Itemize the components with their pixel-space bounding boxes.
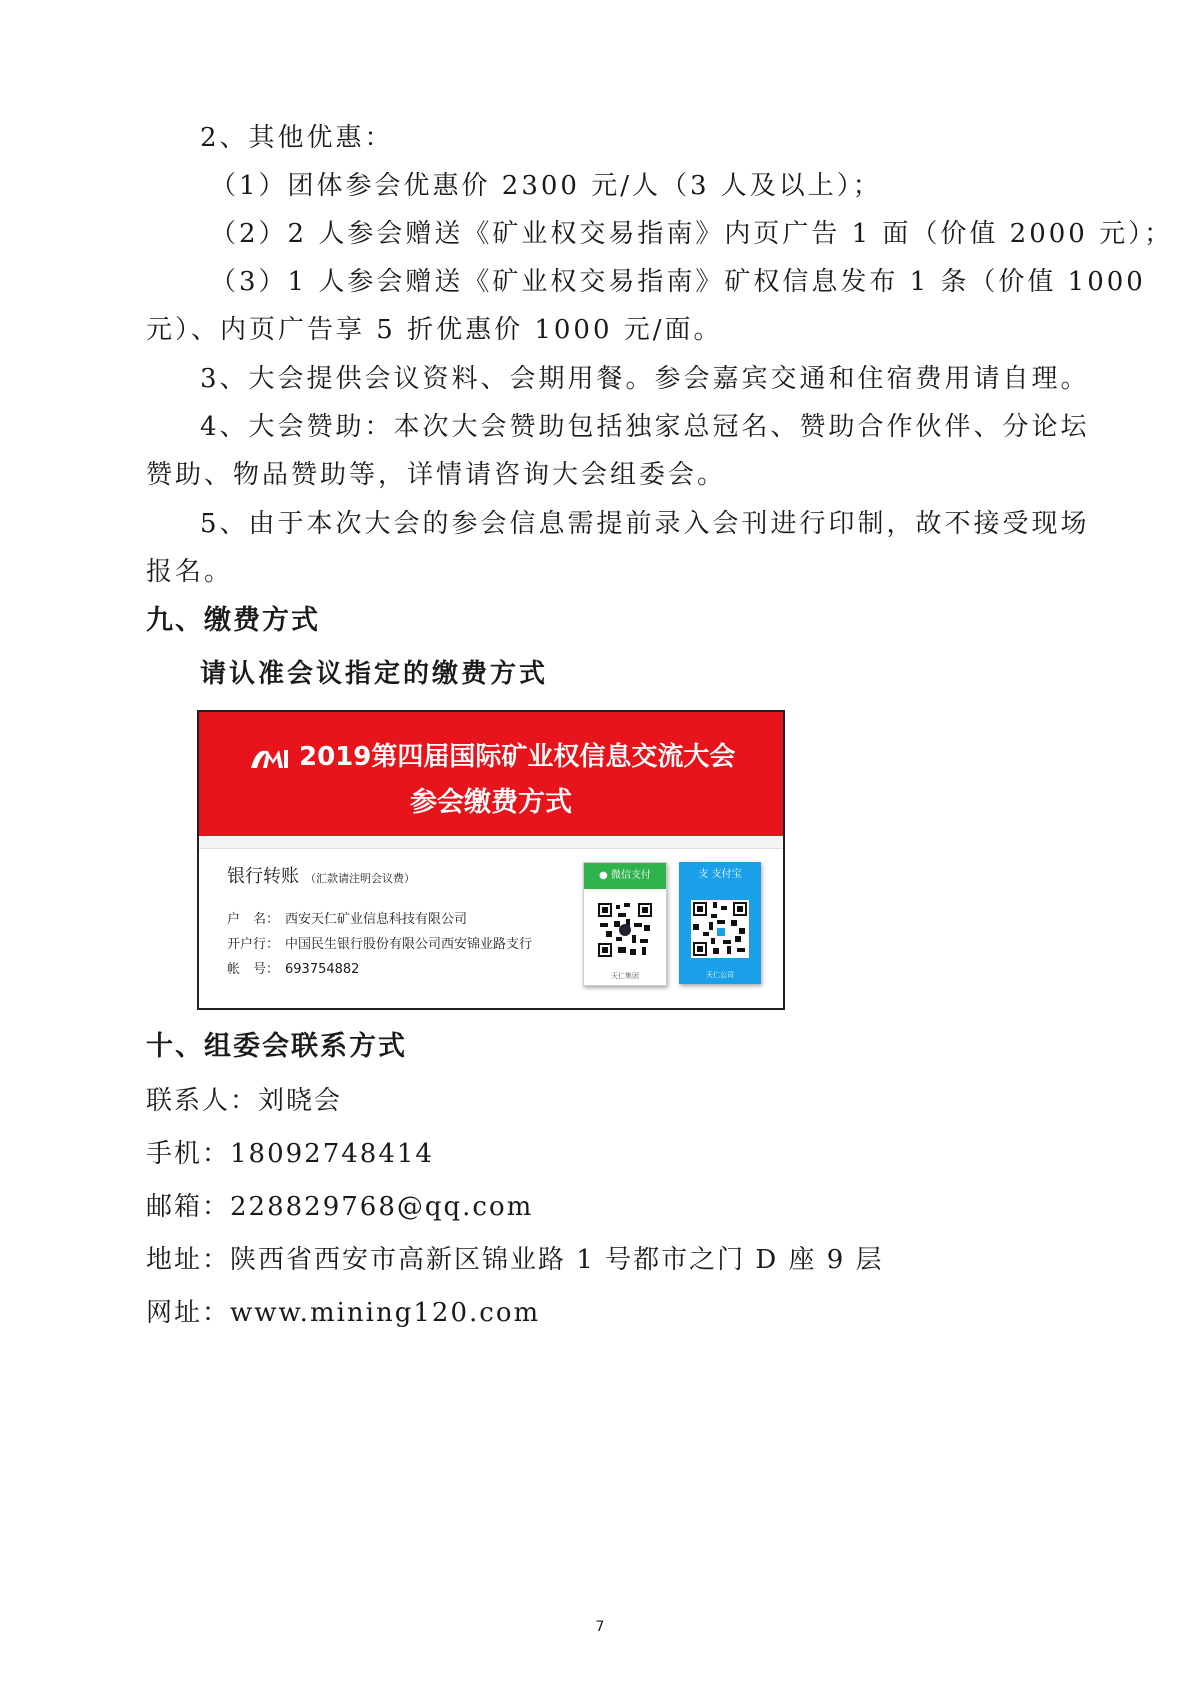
- bank-value: 中国民生银行股份有限公司西安锦业路支行: [285, 937, 533, 952]
- wechat-pay-label: ● 微信支付: [584, 863, 666, 889]
- alipay-label: 支 支付宝: [679, 862, 761, 888]
- section-subheading: 请认准会议指定的缴费方式: [200, 659, 549, 689]
- paragraph-line: 5、由于本次大会的参会信息需提前录入会刊进行印制，故不接受现场: [200, 509, 1090, 539]
- bank-label: 开户行：: [227, 937, 280, 952]
- payment-banner: [197, 710, 785, 1010]
- paragraph-line: 2、其他优惠：: [200, 123, 394, 153]
- contact-email[interactable]: 邮箱：228829768@qq.com: [146, 1192, 534, 1222]
- bank-transfer-title: [227, 862, 415, 888]
- paragraph-line: 4、大会赞助：本次大会赞助包括独家总冠名、赞助合作伙伴、分论坛: [200, 412, 1090, 442]
- account-number-value: 693754882: [285, 962, 360, 977]
- wechat-pay-card: [583, 862, 667, 986]
- section-heading: 十、组委会联系方式: [146, 1031, 407, 1062]
- alipay-card: [679, 862, 761, 984]
- paragraph-line: 3、大会提供会议资料、会期用餐。参会嘉宾交通和住宿费用请自理。: [200, 364, 1090, 394]
- page-number: 7: [595, 1619, 605, 1635]
- wechat-pay-caption: 天仁集团: [611, 972, 639, 980]
- wechat-icon: ●: [599, 870, 608, 881]
- contact-person: 联系人：刘晓会: [146, 1086, 343, 1116]
- account-number-row: [227, 958, 359, 977]
- wechat-qr-code-icon: [596, 901, 654, 959]
- paragraph-line: 赞助、物品赞助等，详情请咨询大会组委会。: [146, 460, 727, 490]
- section-heading: 九、缴费方式: [146, 605, 320, 636]
- bank-transfer-note: （汇款请注明会议费）: [305, 872, 415, 885]
- alipay-icon: 支: [698, 869, 709, 880]
- account-name-label: 户 名：: [227, 912, 280, 927]
- account-name-value: 西安天仁矿业信息科技有限公司: [285, 912, 468, 927]
- paragraph-line: （1）团体参会优惠价 2300 元/人（3 人及以上）；: [210, 171, 882, 201]
- bank-transfer-label: 银行转账: [227, 866, 299, 887]
- paragraph-line: （2）2 人参会赠送《矿业权交易指南》内页广告 1 面（价值 2000 元）；: [210, 219, 1174, 249]
- banner-title: 2019第四届国际矿业权信息交流大会: [299, 742, 736, 772]
- contact-phone: 手机：18092748414: [146, 1139, 434, 1169]
- paragraph-line: （3）1 人参会赠送《矿业权交易指南》矿权信息发布 1 条（价值 1000: [210, 267, 1146, 297]
- contact-address: 地址：陕西省西安市高新区锦业路 1 号都市之门 D 座 9 层: [146, 1245, 884, 1275]
- paragraph-line: 元）、内页广告享 5 折优惠价 1000 元/面。: [146, 315, 723, 345]
- banner-divider: [199, 836, 783, 849]
- account-name-row: [227, 908, 467, 927]
- account-number-label: 帐 号：: [227, 962, 280, 977]
- cmr-logo-icon: [247, 742, 291, 772]
- bank-row: [227, 933, 532, 952]
- banner-header: [199, 712, 783, 836]
- alipay-caption: 天仁公司: [706, 971, 734, 979]
- contact-website[interactable]: 网址：www.mining120.com: [146, 1298, 541, 1328]
- alipay-qr-code-icon: [691, 900, 749, 958]
- banner-subtitle: 参会缴费方式: [410, 787, 572, 818]
- paragraph-line: 报名。: [146, 557, 234, 587]
